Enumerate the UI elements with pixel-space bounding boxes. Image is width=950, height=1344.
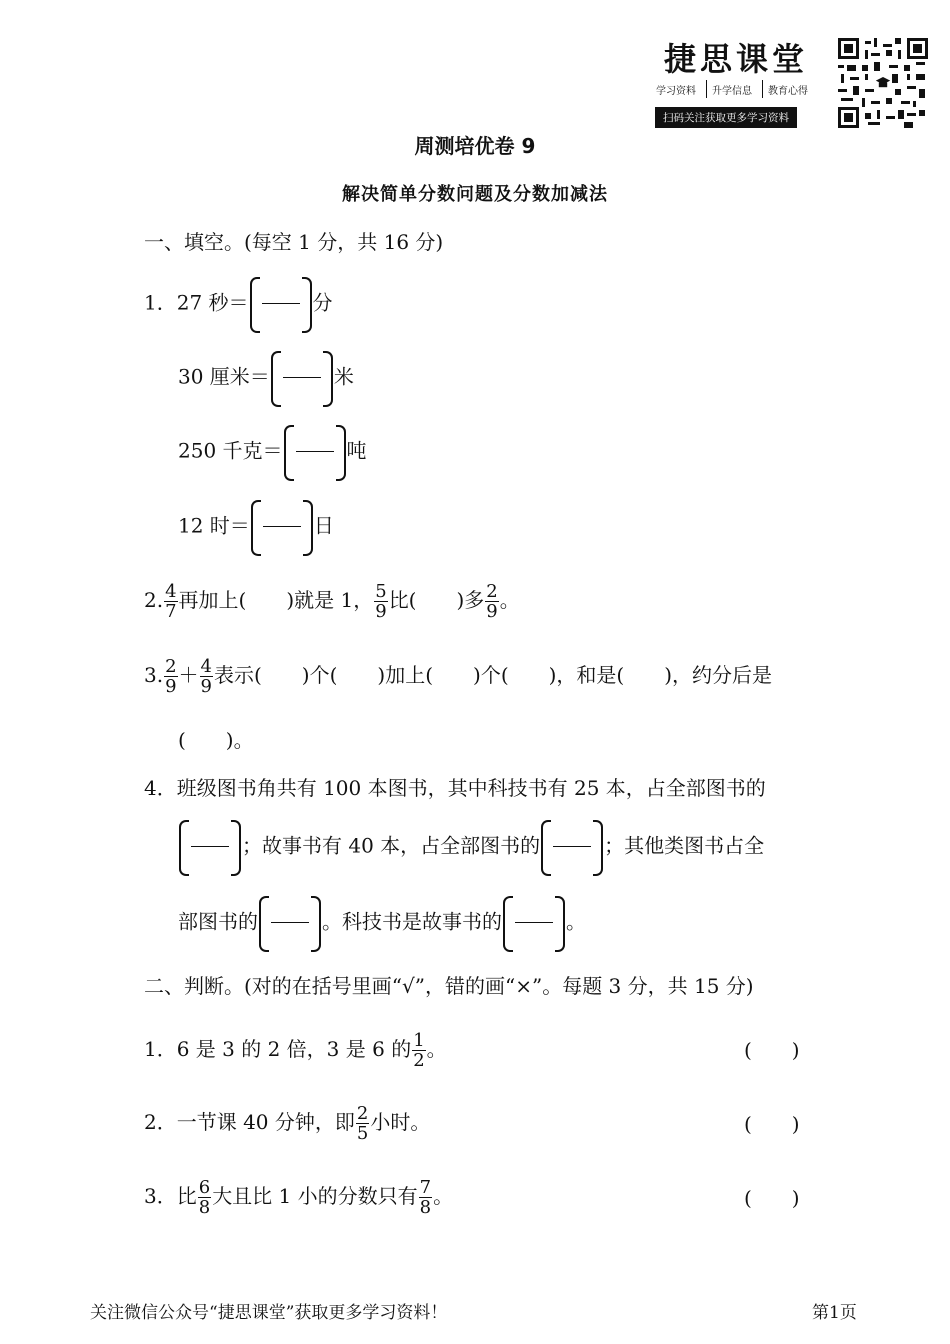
q1-unit: 日	[313, 513, 334, 538]
fraction-blank	[250, 277, 312, 331]
answer-paren[interactable]: ( )	[744, 1186, 800, 1210]
q3-number: 3.	[144, 663, 164, 687]
logo-title: 捷思课堂	[664, 40, 809, 78]
q1-line	[178, 425, 367, 479]
fraction: $\frac{2}{5}$	[356, 1103, 369, 1144]
fraction: $\frac{5}{9}$	[375, 581, 387, 622]
answer-paren[interactable]: ( )	[744, 1112, 800, 1136]
fraction: $\frac{7}{8}$	[419, 1177, 432, 1218]
fraction-blank	[284, 425, 346, 479]
q1-unit: 吨	[346, 438, 367, 463]
q4-text: 。	[566, 909, 586, 934]
q4-line	[178, 896, 586, 950]
q3-text: 表示( )个( )加上( )个( )，和是( )，约分后是	[214, 663, 773, 687]
divider	[762, 80, 763, 98]
judge-text: 小时。	[370, 1110, 431, 1134]
page-subtitle: 解决简单分数问题及分数加减法	[342, 184, 608, 205]
judge-item	[144, 1031, 447, 1070]
logo-tag: 学习资料	[656, 86, 696, 97]
page-number: 第1页	[812, 1303, 857, 1323]
fraction: $\frac{4}{9}$	[200, 656, 212, 697]
logo-bar: 扫码关注获取更多学习资料	[655, 107, 797, 128]
q2-text: 。	[499, 588, 520, 612]
q1-left: 250 千克＝	[178, 438, 283, 463]
fraction: $\frac{1}{2}$	[413, 1030, 425, 1071]
q4-text: 部图书的	[178, 909, 258, 934]
plus-sign: ＋	[178, 663, 199, 687]
fraction-blank	[503, 896, 565, 950]
fraction-blank	[541, 820, 603, 874]
judge-text: 。	[433, 1184, 454, 1208]
q4-line: 4．班级图书角共有 100 本图书，其中科技书有 25 本，占全部图书的	[144, 776, 766, 800]
footer-note: 关注微信公众号“捷思课堂”获取更多学习资料！	[90, 1303, 448, 1323]
page-title: 周测培优卷 9	[414, 134, 536, 158]
q4-text: ；其他类图书占全	[604, 833, 765, 858]
q1-left: 27 秒＝	[176, 290, 249, 315]
q1-unit: 分	[312, 290, 333, 315]
q2-text: 比( )多	[388, 588, 485, 612]
fraction-blank	[251, 500, 313, 554]
q1-line	[144, 277, 333, 331]
q4-text: 。科技书是故事书的	[322, 909, 502, 934]
section1-heading: 一、填空。(每空 1 分，共 16 分)	[144, 230, 444, 254]
q2-line	[144, 582, 520, 621]
judge-text: 大且比 1 小的分数只有	[212, 1184, 418, 1208]
judge-text: 1．6 是 3 的 2 倍，3 是 6 的	[144, 1037, 412, 1061]
answer-paren[interactable]: ( )	[744, 1038, 800, 1062]
q3-line	[144, 657, 772, 696]
judge-item	[144, 1104, 430, 1143]
judge-item	[144, 1178, 453, 1217]
q1-unit: 米	[333, 364, 354, 389]
fraction: $\frac{2}{9}$	[486, 581, 498, 622]
judge-text: 3．比	[144, 1184, 197, 1208]
fraction-blank	[179, 820, 241, 874]
qr-code-icon	[838, 38, 928, 128]
section2-heading: 二、判断。(对的在括号里画“√”，错的画“×”。每题 3 分，共 15 分)	[144, 974, 754, 998]
q2-number: 2.	[144, 588, 164, 612]
q1-left: 30 厘米＝	[178, 364, 270, 389]
q3-continuation: ( )。	[178, 728, 254, 752]
fraction-blank	[271, 351, 333, 405]
q4-text: ；故事书有 40 本，占全部图书的	[242, 833, 541, 858]
q1-left: 12 时＝	[178, 513, 250, 538]
fraction: $\frac{2}{9}$	[165, 656, 177, 697]
q2-text: 再加上( )就是 1，	[178, 588, 374, 612]
q1-line	[178, 351, 354, 405]
fraction: $\frac{6}{8}$	[198, 1177, 211, 1218]
judge-text: 2．一节课 40 分钟，即	[144, 1110, 355, 1134]
fraction: $\frac{4}{7}$	[165, 581, 177, 622]
judge-text: 。	[426, 1037, 447, 1061]
logo-tag: 教育心得	[768, 86, 808, 97]
fraction-blank	[259, 896, 321, 950]
q1-line	[178, 500, 334, 554]
divider	[706, 80, 707, 98]
q4-line	[178, 820, 764, 874]
logo-tag: 升学信息	[712, 86, 752, 97]
q1-number: 1．	[144, 290, 177, 315]
